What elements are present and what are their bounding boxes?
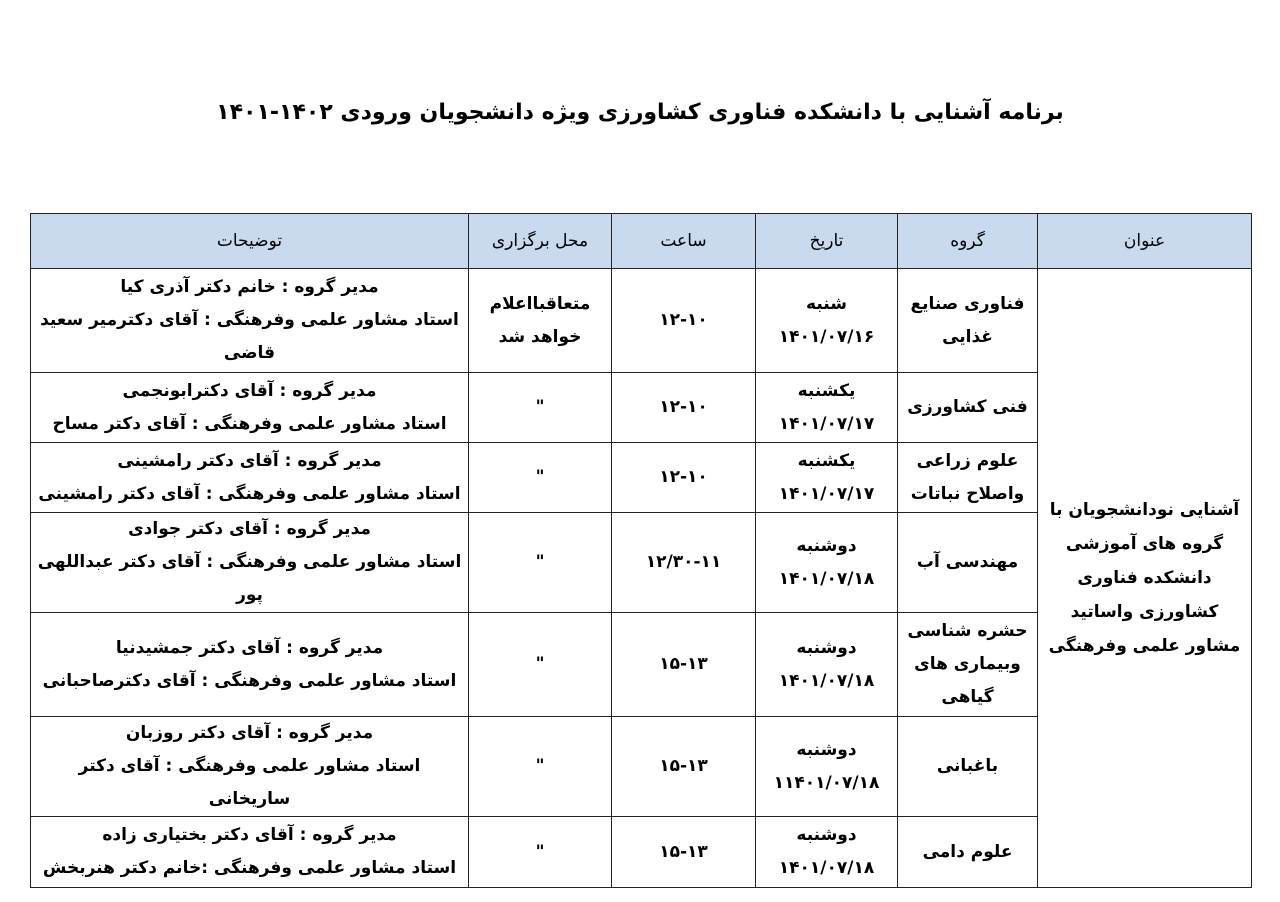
date-text: ۱۴۰۱/۰۷/۱۶ [778, 326, 875, 347]
group-cell: حشره شناسی وبیماری های گیاهی [898, 613, 1038, 717]
advisor-text: استاد مشاور علمی وفرهنگی : آقای دکتر ساریخانی [78, 756, 421, 809]
subject-cell [1038, 269, 1252, 888]
group-cell: فناوری صنایع غذایی [898, 269, 1038, 373]
advisor-text: استاد مشاور علمی وفرهنگی : آقای دکتر مساح [52, 413, 447, 434]
advisor-text: استاد مشاور علمی وفرهنگی : آقای دکتر رامشینی [38, 483, 461, 504]
date-text: ۱۴۰۱/۰۷/۱۸ [778, 858, 875, 878]
advisor-text: استاد مشاور علمی وفرهنگی : آقای دکترصاحبانی [42, 670, 457, 691]
day-text: یکشنبه [797, 380, 856, 401]
advisor-text: استاد مشاور علمی وفرهنگی : آقای دکتر عبداللهی پور [37, 552, 462, 605]
manager-text: مدیر گروه : آقای دکترابونجمی [122, 380, 377, 401]
manager-text: مدیر گروه : آقای دکتر روزبان [125, 723, 374, 743]
manager-text: مدیر گروه : آقای دکتر بختیاری زاده [102, 825, 397, 845]
time-cell: ۱۲-۱۰ [612, 269, 756, 373]
header-subject: عنوان [1038, 214, 1252, 269]
group-cell: فنی کشاورزی [898, 373, 1038, 443]
notes-cell [31, 817, 469, 888]
day-text: شنبه [806, 293, 847, 314]
advisor-text: استاد مشاور علمی وفرهنگی : آقای دکترمیر سعید قاضی [40, 310, 459, 363]
time-cell: ۱۲/۳۰-۱۱ [612, 513, 756, 613]
page-title: برنامه آشنایی با دانشکده فناوری کشاورزی ویژه دانشجویان ورودی ۱۴۰۲-۱۴۰۱ [216, 100, 1064, 125]
manager-text: مدیر گروه : آقای دکتر رامشینی [117, 450, 382, 471]
notes-cell [31, 513, 469, 613]
venue-cell: " [469, 613, 612, 717]
header-row [31, 214, 1252, 269]
table-row [31, 269, 1252, 373]
notes-cell [31, 269, 469, 373]
venue-cell: " [469, 817, 612, 888]
day-text: دوشنبه [796, 739, 857, 760]
date-text: ۱۴۰۱/۰۷/۱۷ [778, 413, 875, 434]
date-cell [756, 513, 898, 613]
header-venue: محل برگزاری [469, 214, 612, 269]
date-cell [756, 817, 898, 888]
venue-cell: متعاقبااعلام خواهد شد [469, 269, 612, 373]
notes-cell [31, 717, 469, 817]
date-cell [756, 613, 898, 717]
date-cell [756, 717, 898, 817]
venue-cell: " [469, 513, 612, 613]
time-cell: ۱۵-۱۳ [612, 717, 756, 817]
manager-text: مدیر گروه : آقای دکتر جوادی [128, 519, 371, 539]
manager-text: مدیر گروه : خانم دکتر آذری کیا [120, 277, 379, 297]
day-text: دوشنبه [796, 535, 857, 556]
header-group: گروه [898, 214, 1038, 269]
date-text: ۱۴۰۱/۰۷/۱۸ [778, 670, 875, 691]
date-cell [756, 443, 898, 513]
day-text: دوشنبه [796, 637, 857, 658]
header-notes: توضیحات [31, 214, 469, 269]
header-date: تاریخ [756, 214, 898, 269]
day-text: یکشنبه [797, 450, 856, 471]
advisor-text: استاد مشاور علمی وفرهنگی :خانم دکتر هنربخش [42, 858, 457, 878]
time-cell: ۱۲-۱۰ [612, 373, 756, 443]
notes-cell [31, 613, 469, 717]
time-cell: ۱۲-۱۰ [612, 443, 756, 513]
date-text: ۱۴۰۱/۰۷/۱۷ [778, 483, 875, 504]
subject-text: آشنایی نودانشجویان با گروه های آموزشی دانشکده فناوری کشاورزی واساتید مشاور علمی وفرهنگی [1048, 500, 1241, 656]
venue-cell: " [469, 717, 612, 817]
venue-cell: " [469, 373, 612, 443]
schedule-table [30, 213, 1252, 888]
time-cell: ۱۵-۱۳ [612, 613, 756, 717]
notes-cell [31, 443, 469, 513]
date-text: ۱۴۰۱/۰۷/۱۸ [778, 568, 875, 589]
date-cell [756, 269, 898, 373]
time-cell: ۱۵-۱۳ [612, 817, 756, 888]
date-cell [756, 373, 898, 443]
venue-cell: " [469, 443, 612, 513]
group-cell: باغبانی [898, 717, 1038, 817]
day-text: دوشنبه [796, 825, 857, 845]
header-time: ساعت [612, 214, 756, 269]
group-cell: مهندسی آب [898, 513, 1038, 613]
notes-cell [31, 373, 469, 443]
manager-text: مدیر گروه : آقای دکتر جمشیدنیا [115, 637, 384, 658]
date-text: ۱۱۴۰۱/۰۷/۱۸ [773, 772, 880, 793]
group-cell: علوم زراعی واصلاح نباتات [898, 443, 1038, 513]
group-cell: علوم دامی [898, 817, 1038, 888]
